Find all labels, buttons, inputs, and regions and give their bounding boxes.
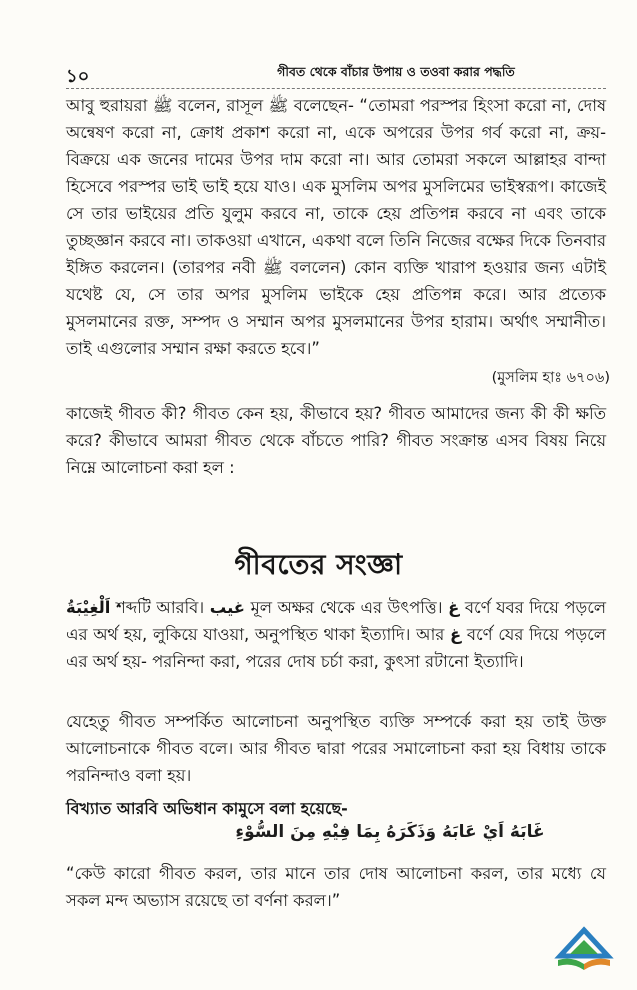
- explanation-paragraph: যেহেতু গীবত সম্পর্কিত আলোচনা অনুপস্থিত ব্যক্তি সম্পর্কে করা হয় তাই উক্ত আলোচনাকে গীবত বলে। আর গীবত দ্বারা পরের সমালোচনা করা হয় বিধায় তাকে পরনিন্দাও বলা হয়।: [66, 712, 606, 785]
- running-title: গীবত থেকে বাঁচার উপায় ও তওবা করার পদ্ধতি: [277, 64, 515, 79]
- hadith-paragraph: আবু হুরায়রা ﷺ বলেন, রাসূল ﷺ বলেছেন- “তোমরা পরস্পর হিংসা করো না, দোষ অন্বেষণ করো না, ক্রোধ প্রকাশ করো না, একে অপরের উপর গর্ব করো না, ক্রয়-বিক্রয়ে এক জনের দামের উপর দাম করো না। আর তোমরা সকলে আল্লাহর বান্দা হিসেবে পরস্পর ভাই ভাই হয়ে যাও। এক মুসলিম অপর মুসলিমের ভাইস্বরূপ। কাজেই সে তার ভাইয়ের প্রতি যুলুম করবে না, তাকে হেয় প্রতিপন্ন করবে না এবং তাকে তুচ্ছজ্ঞান করবে না। তাকওয়া এখানে, একথা বলে তিনি নিজের বক্ষের দিকে তিনবার ইঙ্গিত করলেন। (তারপর নবী ﷺ বললেন) কোন ব্যক্তি খারাপ হওয়ার জন্য এটাই যথেষ্ট যে, সে তার অপর মুসলিম ভাইকে হেয় প্রতিপন্ন করে। আর প্রত্যেক মুসলমানের রক্ত, সম্পদ ও সম্মান অপর মুসলমানের উপর হারাম। অর্থাৎ সম্মানীত। তাই এগুলোর সম্মান রক্ষা করতে হবে।”: [66, 96, 607, 358]
- page-header: [66, 58, 606, 89]
- definition-text-3: বর্ণে যবর দিয়ে পড়লে এর অর্থ হয়, লুকিয়ে যাওয়া, অনুপস্থিত থাকা ইত্যাদি। আর: [66, 598, 606, 644]
- arabic-word-ghibah: اَلْغِيْبَةُ: [66, 598, 111, 617]
- publisher-logo-icon: [552, 926, 616, 976]
- arabic-root-word: غيب: [209, 598, 246, 617]
- intro-questions-paragraph: কাজেই গীবত কী? গীবত কেন হয়, কীভাবে হয়? গীবত আমাদের জন্য কী কী ক্ষতি করে? কীভাবে আমরা গীবত থেকে বাঁচতে পারি? গীবত সংক্রান্ত এসব বিষয় নিয়ে নিম্নে আলোচনা করা হল :: [66, 404, 606, 477]
- logo-book-left: [558, 959, 584, 970]
- definition-text-4: বর্ণে যের দিয়ে পড়লে এর অর্থ হয়- পরনিন্দা করা, পরের দোষ চর্চা করা, কুৎসা রটানো ইত্যাদি।: [66, 625, 606, 671]
- hadith-citation: (মুসলিম হাঃ ৬৭০৬): [491, 370, 610, 386]
- arabic-letter-ghayn-2: غ: [449, 625, 462, 644]
- translation-paragraph: “কেউ কারো গীবত করল, তার মানে তার দোষ আলোচনা করল, তার মধ্যে যে সকল মন্দ অভ্যাস রয়েছে তা বর্ণনা করল।”: [66, 864, 606, 910]
- page-number: ১০: [66, 66, 90, 87]
- definition-paragraph: [66, 594, 606, 675]
- definition-text-2: মূল অক্ষর থেকে এর উৎপত্তি।: [245, 598, 449, 617]
- definition-text-1: শব্দটি আরবি।: [110, 598, 210, 617]
- arabic-quote: غَابَهُ اَيْ عَابَهُ وَذَكَرَهُ بِمَا فِيْهِ مِنَ السُّوْءِ: [235, 822, 545, 842]
- section-heading: গীবতের সংজ্ঞা: [234, 548, 403, 581]
- logo-book-right: [584, 959, 610, 970]
- arabic-letter-ghayn-1: غ: [448, 598, 460, 617]
- dictionary-subheading: বিখ্যাত আরবি অভিধান কামুসে বলা হয়েছে-: [66, 799, 348, 818]
